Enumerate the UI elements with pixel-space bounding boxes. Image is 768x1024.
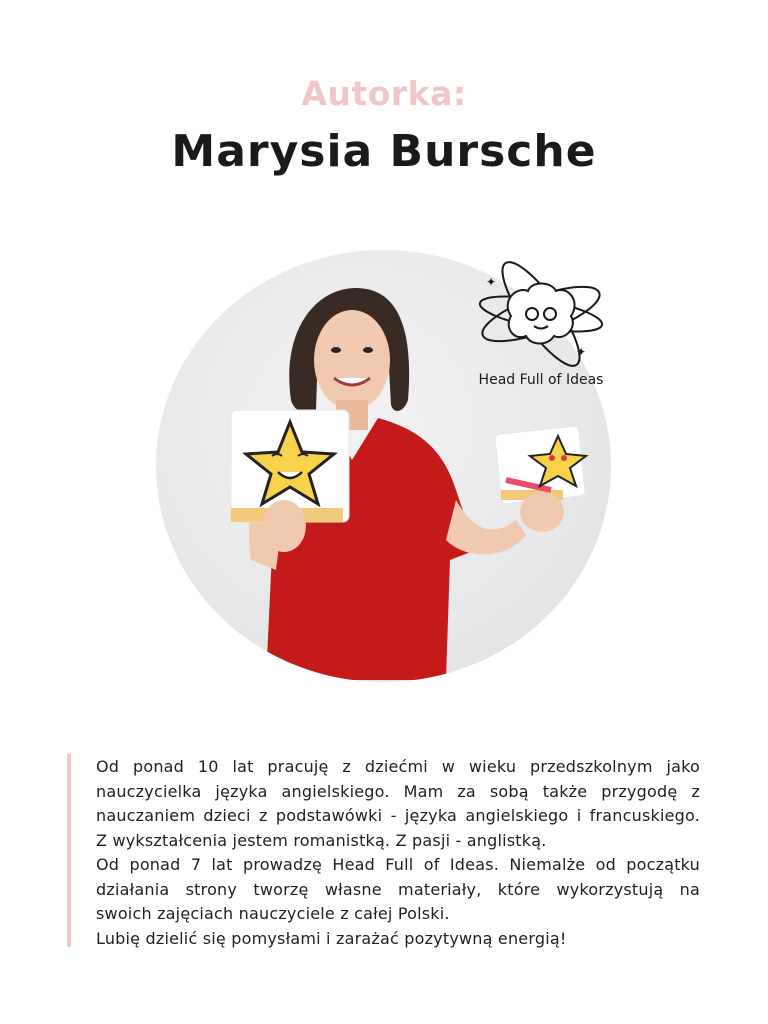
face-shape	[314, 310, 390, 410]
page-subtitle: Autorka:	[301, 74, 467, 113]
svg-text:✦: ✦	[486, 275, 497, 289]
bio-line: Lubię dzielić się pomysłami i zarażać pozytywną energią!	[96, 928, 567, 948]
bio-line: Z wykształcenia jestem romanistką. Z pasji - anglistką.	[96, 830, 547, 850]
bio-line: Od ponad 10 lat pracuję z dziećmi w wieku przedszkolnym jako	[96, 757, 700, 776]
svg-text:✦: ✦	[576, 345, 587, 359]
quote-bar	[67, 754, 71, 947]
brain-atom-icon	[466, 256, 616, 371]
brand-logo	[466, 256, 616, 396]
logo-text: Head Full of Ideas	[478, 372, 604, 388]
bio-line: Od ponad 7 lat prowadzę Head Full of Ideas. Niemalże od początku	[96, 855, 700, 874]
bio-line: swoich zajęciach nauczyciele z całej Polski.	[96, 904, 450, 923]
bio-line: nauczycielka języka angielskiego. Mam za sobą także przygodę z	[96, 781, 700, 801]
bio-line: działania strony tworzę własne materiały, które wykorzystują na	[96, 879, 700, 899]
author-bio	[96, 755, 700, 951]
page-title: Marysia Bursche	[171, 126, 597, 177]
bio-line: nauczaniem dzieci z podstawówki - języka angielskiego i francuskiego.	[96, 806, 700, 825]
